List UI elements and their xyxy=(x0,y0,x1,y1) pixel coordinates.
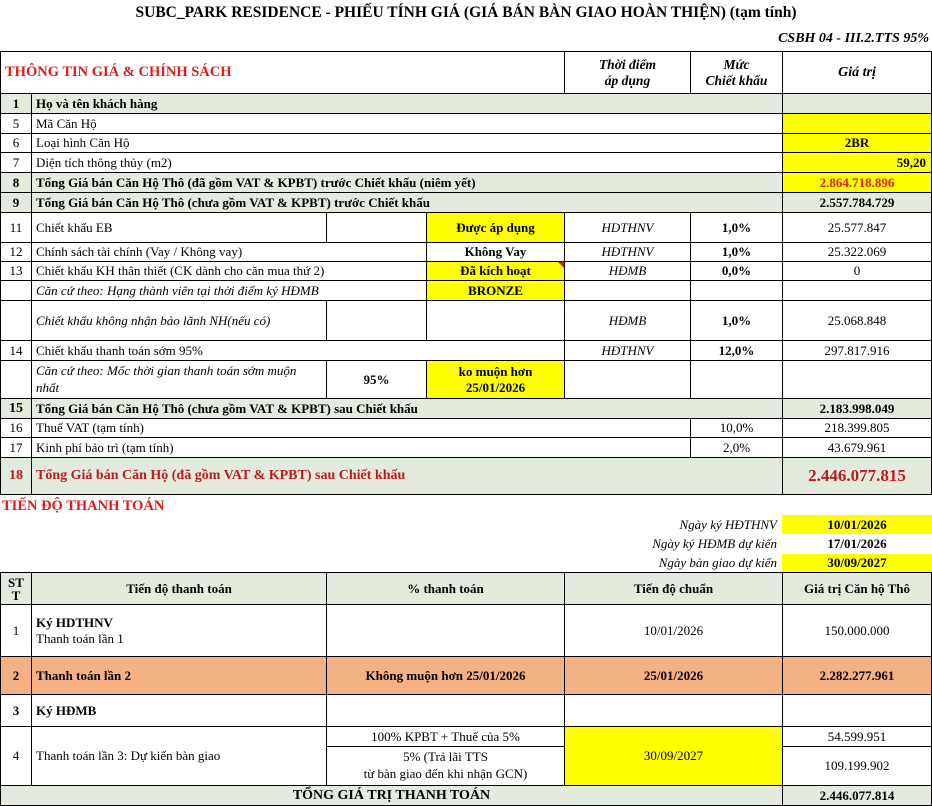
row-no: 14 xyxy=(0,341,31,361)
list-price-incl-label: Tổng Giá bán Căn Hộ Thô (đã gồm VAT & KPBT) trước Chiết khấu (niêm yết) xyxy=(31,173,782,193)
no-bank-guarantee-option xyxy=(426,301,564,341)
col-apply-time-l1: Thời điểm xyxy=(598,56,657,72)
eb-discount-option[interactable]: Được áp dụng xyxy=(426,213,564,243)
col-apply-time xyxy=(564,51,690,94)
col-apply-time-l2: áp dụng xyxy=(604,72,651,88)
eb-discount-blank xyxy=(326,213,426,243)
loyal-discount-label: Chiết khấu KH thân thiết (CK dành cho căn mua thứ 2) xyxy=(31,262,426,281)
early-payment-basis-label: Căn cứ theo: Mốc thời gian thanh toán sớm muộn nhất xyxy=(31,361,326,399)
pay-row-subtitle: Thanh toán lần 1 xyxy=(36,630,124,646)
pay-row-sub-value: 109.199.902 xyxy=(782,747,932,786)
eb-discount-label: Chiết khấu EB xyxy=(31,213,326,243)
eb-discount-apply: HDTHNV xyxy=(564,213,690,243)
pay-row-percent xyxy=(326,695,564,727)
hdmb-date-label: Ngày ký HĐMB dự kiến xyxy=(652,536,777,551)
col-stt-l1: ST xyxy=(8,574,24,590)
loyal-discount-rate: 0,0% xyxy=(690,262,782,281)
early-payment-value: 297.817.916 xyxy=(782,341,932,361)
pay-row-sub-percent-l1: 5% (Trả lãi TTS xyxy=(403,749,488,765)
row-no: 13 xyxy=(0,262,31,281)
pay-row-desc: Ký HĐMB xyxy=(31,695,326,727)
eb-discount-value: 25.577.847 xyxy=(782,213,932,243)
early-payment-basis-value-blank xyxy=(782,361,932,399)
row-no: 15 xyxy=(0,399,31,419)
row-no xyxy=(0,301,31,341)
pay-row-desc xyxy=(31,605,326,657)
finance-policy-apply: HĐTHNV xyxy=(564,243,690,262)
pay-row-value xyxy=(782,695,932,727)
row-no: 6 xyxy=(0,134,31,153)
no-bank-guarantee-value: 25.068.848 xyxy=(782,301,932,341)
payment-total-value: 2.446.077.814 xyxy=(782,786,932,806)
no-bank-guarantee-label: Chiết khấu không nhận bảo lãnh NH(nếu có) xyxy=(31,301,326,341)
membership-tier-value[interactable]: BRONZE xyxy=(426,281,564,301)
net-price-excl-value: 2.183.998.049 xyxy=(782,399,932,419)
row-no: 1 xyxy=(0,94,31,114)
row-no: 16 xyxy=(0,419,31,438)
early-payment-apply: HĐTHNV xyxy=(564,341,690,361)
customer-name-value[interactable] xyxy=(782,94,932,114)
no-bank-guarantee-blank xyxy=(326,301,426,341)
finance-policy-option[interactable]: Không Vay xyxy=(426,243,564,262)
row-no: 9 xyxy=(0,193,31,213)
handover-date-value[interactable]: 30/09/2027 xyxy=(782,554,932,572)
finance-policy-rate: 1,0% xyxy=(690,243,782,262)
membership-value-blank xyxy=(782,281,932,301)
vat-value: 218.399.805 xyxy=(782,419,932,438)
col-value: Giá trị xyxy=(782,51,932,94)
price-section-title: THÔNG TIN GIÁ & CHÍNH SÁCH xyxy=(0,51,564,94)
pay-row-no: 3 xyxy=(0,695,31,727)
payment-total-label: TỔNG GIÁ TRỊ THANH TOÁN xyxy=(0,786,782,806)
unit-code-label: Mã Căn Hộ xyxy=(31,114,782,134)
row-no: 11 xyxy=(0,213,31,243)
policy-code: CSBH 04 - III.2.TTS 95% xyxy=(778,30,929,46)
hdthnv-date-value[interactable]: 10/01/2026 xyxy=(782,515,932,534)
area-value[interactable]: 59,20 xyxy=(782,153,932,173)
row-no xyxy=(0,361,31,399)
early-payment-rate: 12,0% xyxy=(690,341,782,361)
early-payment-deadline-l1: ko muộn hơn xyxy=(458,363,533,379)
list-price-excl-label: Tổng Giá bán Căn Hộ Thô (chưa gồm VAT & KPBT) trước Chiết khấu xyxy=(31,193,782,213)
maintenance-fee-label: Kinh phí bảo trì (tạm tính) xyxy=(31,438,690,458)
loyal-discount-value: 0 xyxy=(782,262,932,281)
hdmb-date-value: 17/01/2026 xyxy=(827,536,887,551)
row-no: 5 xyxy=(0,114,31,134)
col-discount-l2: Chiết khấu xyxy=(705,72,768,88)
finance-policy-label: Chính sách tài chính (Vay / Không vay) xyxy=(31,243,426,262)
membership-rate-blank xyxy=(690,281,782,301)
row-no: 17 xyxy=(0,438,31,458)
membership-apply-blank xyxy=(564,281,690,301)
col-standard: Tiến độ chuẩn xyxy=(564,572,782,605)
pay-row-date xyxy=(564,695,782,727)
early-payment-label: Chiết khấu thanh toán sớm 95% xyxy=(31,341,564,361)
page-title: SUBC_PARK RESIDENCE - PHIẾU TÍNH GIÁ (GIÁ BÁN BÀN GIAO HOÀN THIỆN) (tạm tính) xyxy=(135,4,797,21)
col-unit-value: Giá trị Căn hộ Thô xyxy=(782,572,932,605)
pay-row-sub-value: 54.599.951 xyxy=(782,727,932,747)
loyal-discount-option-text: Đã kích hoạt xyxy=(460,263,531,278)
pay-row-desc: Thanh toán lần 2 xyxy=(31,657,326,695)
final-price-value: 2.446.077.815 xyxy=(782,458,932,495)
customer-name-label: Họ và tên khách hàng xyxy=(31,94,782,114)
early-payment-pct[interactable]: 95% xyxy=(326,361,426,399)
pay-row-date: 10/01/2026 xyxy=(564,605,782,657)
row-no xyxy=(0,281,31,301)
early-payment-deadline-l2: 25/01/2026 xyxy=(465,379,526,395)
pay-row-title: Ký HDTHNV xyxy=(36,614,113,630)
col-discount-l1: Mức xyxy=(723,56,750,72)
payment-section-title: TIẾN ĐỘ THANH TOÁN xyxy=(2,497,165,514)
col-stt xyxy=(0,572,31,605)
row-no: 12 xyxy=(0,243,31,262)
list-price-excl-value: 2.557.784.729 xyxy=(782,193,932,213)
loyal-discount-option[interactable] xyxy=(426,262,564,281)
early-payment-basis-rate-blank xyxy=(690,361,782,399)
pay-row-percent xyxy=(326,605,564,657)
pay-row-value: 150.000.000 xyxy=(782,605,932,657)
unit-code-value[interactable] xyxy=(782,114,932,134)
col-schedule: Tiến độ thanh toán xyxy=(31,572,326,605)
pay-row-sub-percent: 100% KPBT + Thuế của 5% xyxy=(326,727,564,747)
maintenance-fee-value: 43.679.961 xyxy=(782,438,932,458)
pay-row-no: 4 xyxy=(0,727,31,786)
loyal-discount-apply: HĐMB xyxy=(564,262,690,281)
row-no: 18 xyxy=(0,458,31,495)
pay-row-sub-percent-l2: từ bàn giao đến khi nhận GCN) xyxy=(363,766,528,781)
pay-row-desc: Thanh toán lần 3: Dự kiến bàn giao xyxy=(31,727,326,786)
hdthnv-date-label: Ngày ký HĐTHNV xyxy=(679,516,777,532)
finance-policy-value: 25.322.069 xyxy=(782,243,932,262)
pay-row-percent: Không muộn hơn 25/01/2026 xyxy=(326,657,564,695)
pay-row-sub-percent xyxy=(326,747,564,786)
row-no: 7 xyxy=(0,153,31,173)
early-payment-basis-apply-blank xyxy=(564,361,690,399)
early-payment-deadline[interactable] xyxy=(426,361,564,399)
area-label: Diện tích thông thủy (m2) xyxy=(31,153,782,173)
handover-date-label: Ngày bàn giao dự kiến xyxy=(658,555,777,570)
vat-rate: 10,0% xyxy=(690,419,782,438)
list-price-incl-value[interactable]: 2.864.718.896 xyxy=(782,173,932,193)
col-discount-rate xyxy=(690,51,782,94)
unit-type-label: Loại hình Căn Hộ xyxy=(31,134,782,153)
eb-discount-rate: 1,0% xyxy=(690,213,782,243)
pay-row-date[interactable]: 30/09/2027 xyxy=(564,727,782,786)
vat-label: Thuế VAT (tạm tính) xyxy=(31,419,690,438)
col-stt-l2: T xyxy=(11,587,21,603)
no-bank-guarantee-rate: 1,0% xyxy=(690,301,782,341)
pay-row-value: 2.282.277.961 xyxy=(782,657,932,695)
membership-basis-label: Căn cứ theo: Hạng thành viên tại thời điểm ký HĐMB xyxy=(31,281,426,301)
maintenance-fee-rate: 2,0% xyxy=(690,438,782,458)
col-percent: % thanh toán xyxy=(326,572,564,605)
row-no: 8 xyxy=(0,173,31,193)
pay-row-no: 2 xyxy=(0,657,31,695)
unit-type-value[interactable]: 2BR xyxy=(782,134,932,153)
pay-row-no: 1 xyxy=(0,605,31,657)
no-bank-guarantee-apply: HĐMB xyxy=(564,301,690,341)
pay-row-date: 25/01/2026 xyxy=(564,657,782,695)
net-price-excl-label: Tổng Giá bán Căn Hộ Thô (chưa gồm VAT & KPBT) sau Chiết khấu xyxy=(31,399,782,419)
final-price-label: Tổng Giá bán Căn Hộ (đã gồm VAT & KPBT) sau Chiết khấu xyxy=(31,458,782,495)
